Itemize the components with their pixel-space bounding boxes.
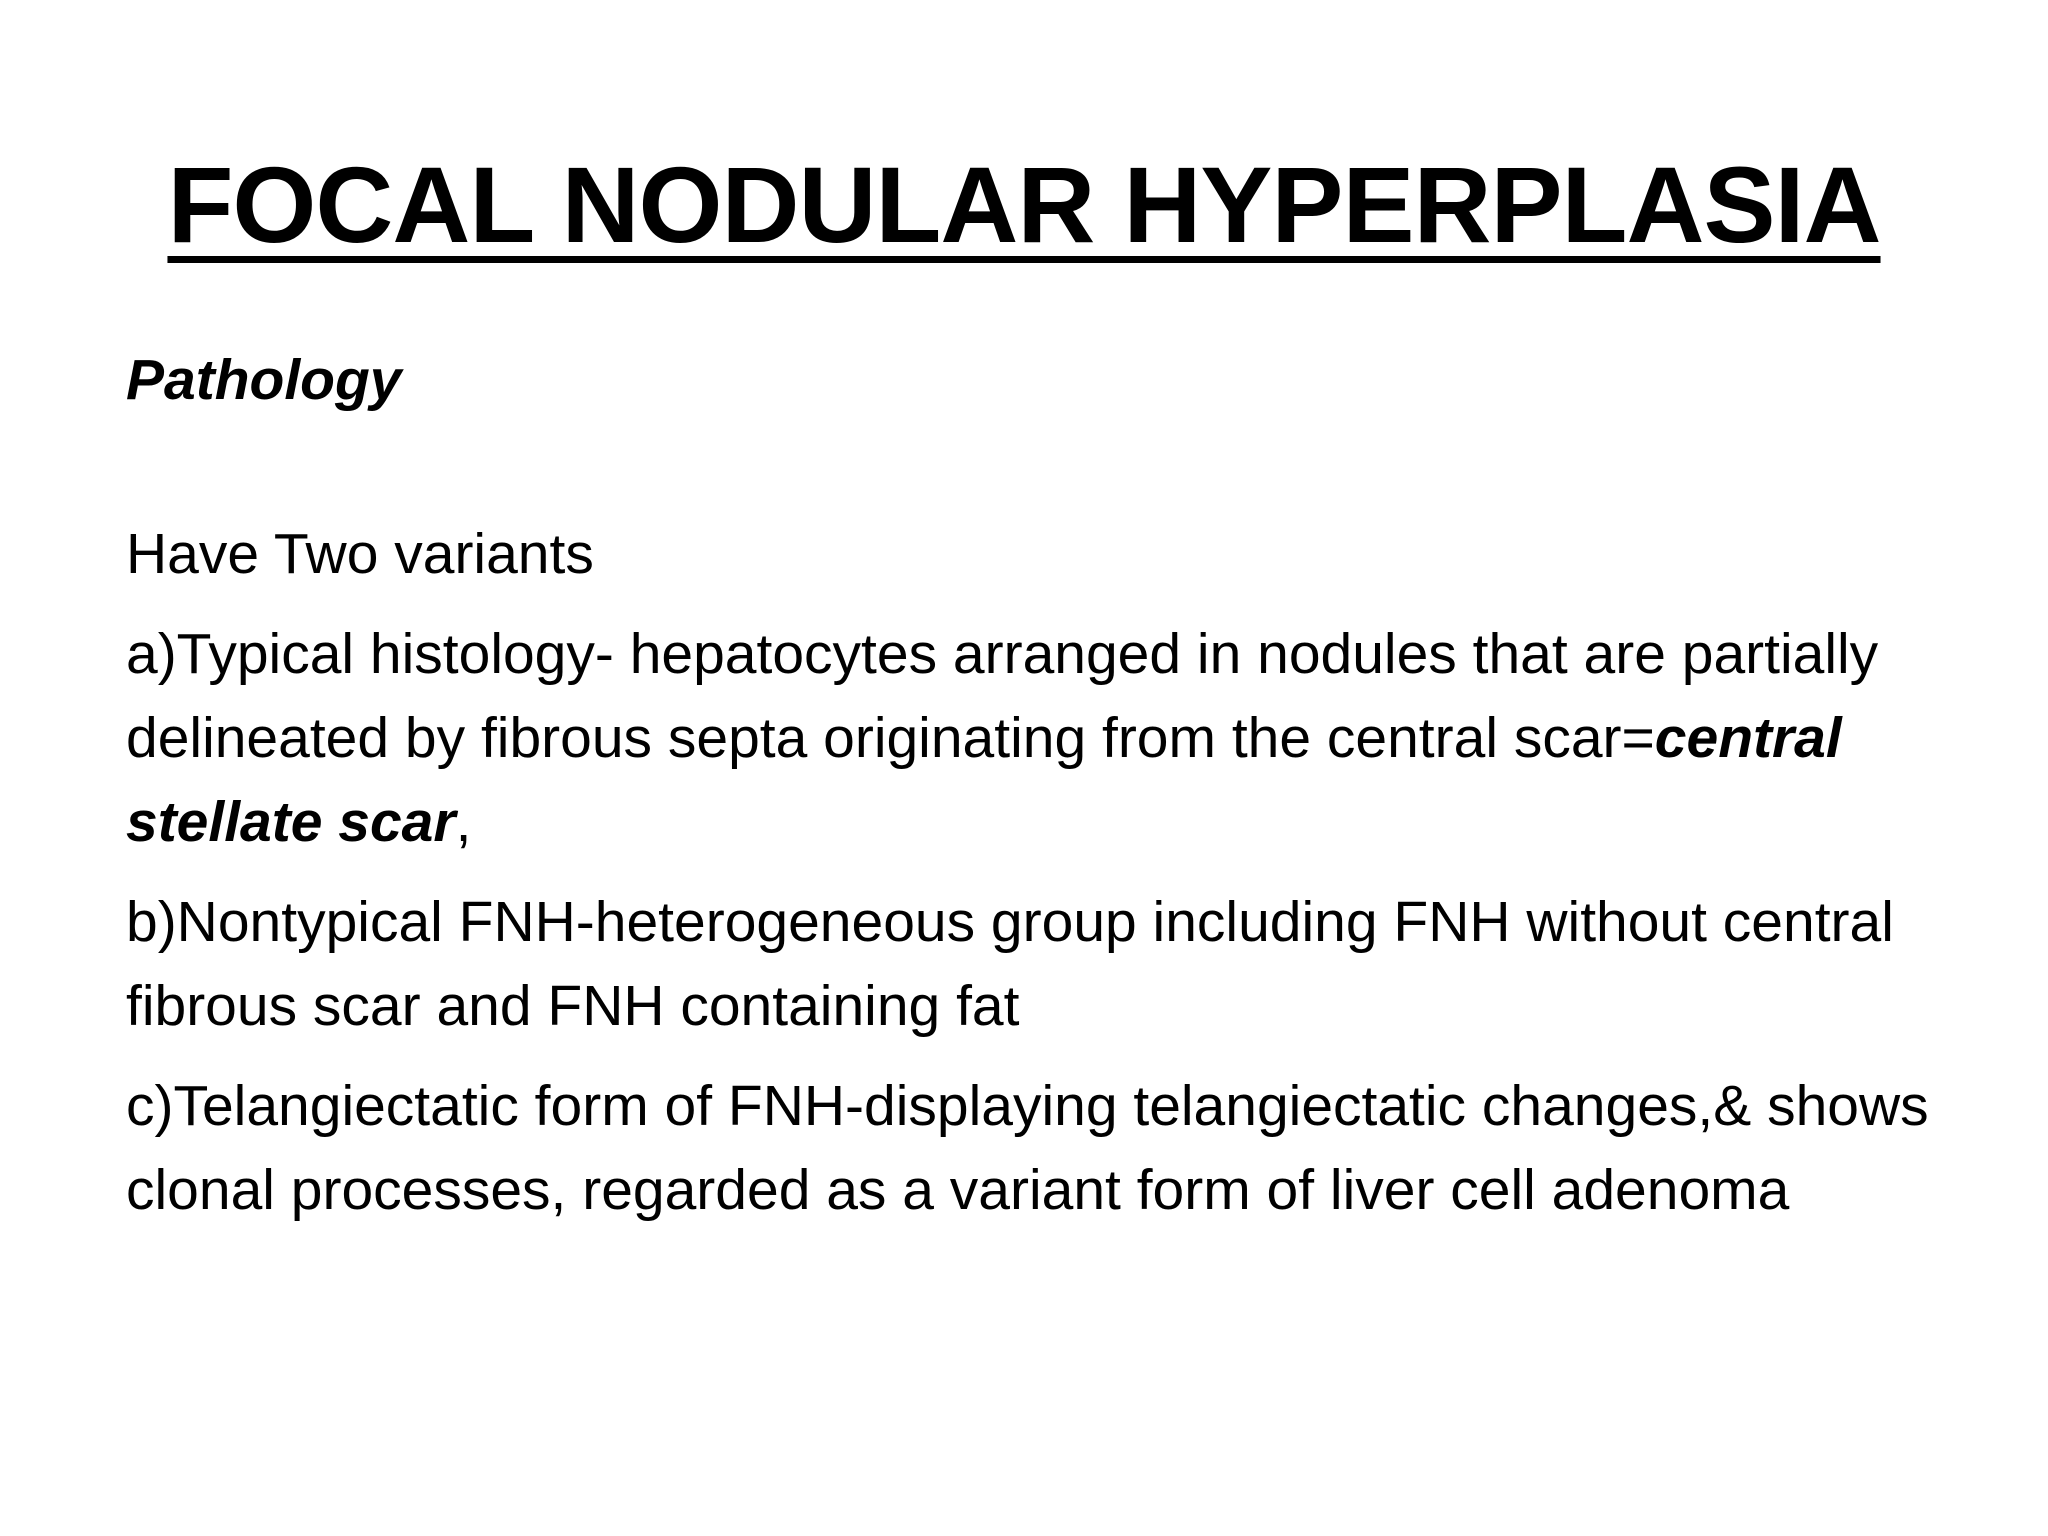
- slide-title: FOCAL NODULAR HYPERPLASIA: [167, 144, 1881, 265]
- variant-a-trailing: ,: [455, 790, 472, 854]
- spacer: [126, 422, 1966, 512]
- section-heading: Pathology: [126, 348, 402, 412]
- variant-a: [126, 612, 1966, 864]
- variant-b: b)Nontypical FNH-heterogeneous group including FNH without central fibrous scar and FNH containing fat: [126, 890, 1894, 1038]
- variant-a-text: a)Typical histology- hepatocytes arranged in nodules that are partially delineated by fibrous septa originating from the central scar=: [126, 622, 1879, 770]
- variant-c: c)Telangiectatic form of FNH-displaying telangiectatic changes,& shows clonal processes, regarded as a variant form of liver cell adenoma: [126, 1074, 1929, 1222]
- intro-line: Have Two variants: [126, 522, 594, 586]
- slide-body: [126, 338, 1966, 1248]
- variant-a-emphasis: central stellate scar: [126, 706, 1842, 854]
